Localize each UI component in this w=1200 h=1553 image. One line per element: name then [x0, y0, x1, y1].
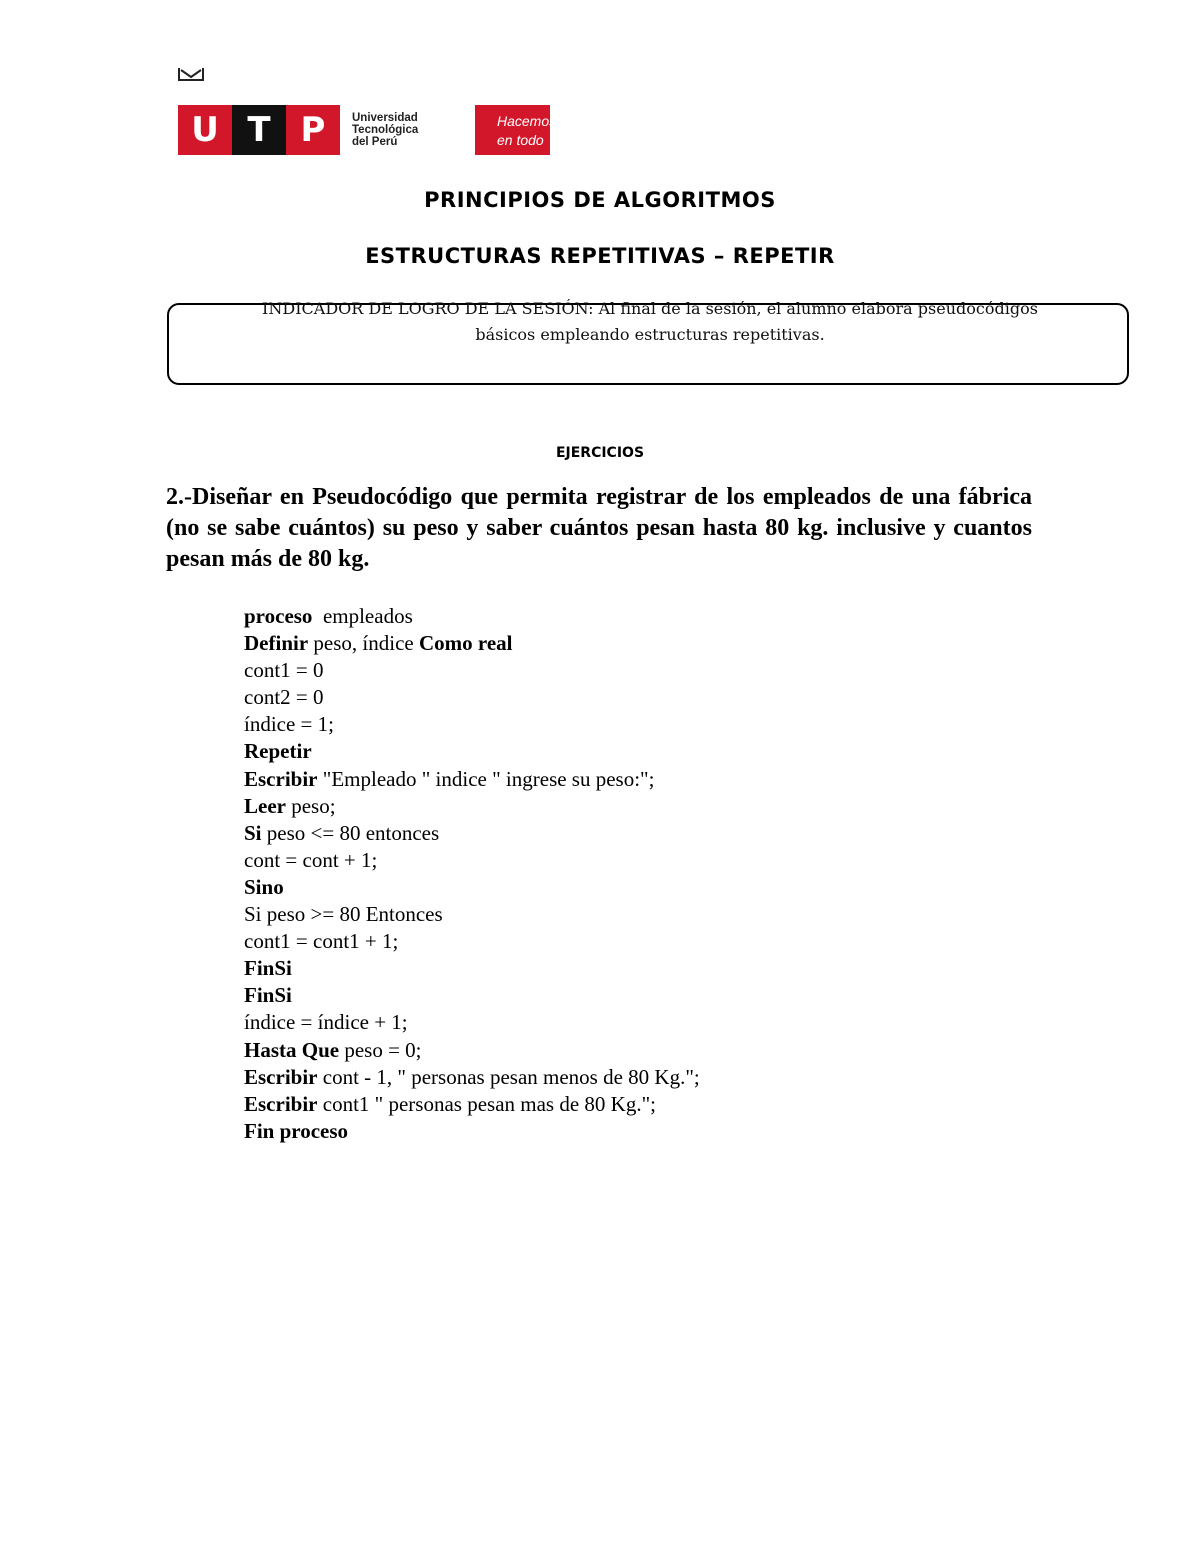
indicator-text: INDICADOR DE LOGRO DE LA SESIÓN: Al final de la sesión, el alumno elabora pseudocódigos básicos empleando estructuras repetitivas. — [262, 299, 1038, 344]
code-line — [244, 711, 1044, 738]
code-keyword: FinSi — [244, 983, 292, 1008]
code-line — [244, 1064, 1044, 1091]
code-keyword: proceso — [244, 604, 313, 628]
course-title: PRINCIPIOS DE ALGORITMOS — [424, 188, 776, 212]
code-text: cont1 = 0 — [244, 658, 324, 683]
code-line — [244, 766, 1044, 793]
code-text: peso <= 80 entonces — [261, 820, 440, 845]
code-line — [244, 657, 1044, 684]
utp-logo — [178, 105, 340, 155]
code-keyword: Repetir — [244, 739, 312, 764]
code-line — [244, 901, 1044, 928]
code-line — [244, 793, 1044, 820]
problem-statement: 2.-Diseñar en Pseudocódigo que permita registrar de los empleados de una fábrica (no se sabe cuántos) su peso y saber cuántos pesan hasta 80 kg. inclusive y cuantos pesan más de 80 kg. — [166, 484, 1032, 572]
code-line — [244, 1037, 1044, 1064]
section-label: EJERCICIOS — [555, 445, 645, 461]
code-text: peso, índice — [308, 631, 419, 656]
code-text: cont - 1, " personas pesan menos de 80 Kg."; — [317, 1064, 700, 1089]
logo-letter-p: P — [286, 105, 340, 155]
mail-icon — [178, 67, 204, 81]
logo-letter-u: U — [178, 105, 232, 155]
code-line — [244, 820, 1044, 847]
code-text: cont1 = cont1 + 1; — [244, 929, 399, 954]
code-text: índice = 1; — [244, 712, 334, 737]
code-line — [244, 684, 1044, 711]
code-keyword: Fin proceso — [244, 1118, 349, 1143]
code-line — [244, 738, 1044, 765]
code-keyword: Hasta Que — [244, 1037, 340, 1062]
code-keyword: Como real — [418, 631, 513, 656]
code-keyword: Escribir — [244, 1064, 318, 1089]
code-line — [244, 603, 1044, 630]
code-line — [244, 982, 1044, 1009]
code-keyword: FinSi — [244, 956, 292, 981]
code-text: "Empleado " indice " ingrese su peso:"; — [317, 766, 655, 791]
code-text: cont = cont + 1; — [244, 847, 378, 872]
code-text: peso; — [285, 793, 336, 818]
code-text: empleados — [312, 604, 413, 628]
logo-letter-t: T — [232, 105, 286, 155]
slogan-banner: Hacemos en todo — [475, 105, 550, 155]
code-text: Si peso >= 80 Entonces — [244, 902, 443, 927]
code-line — [244, 847, 1044, 874]
pseudocode-block — [244, 603, 1044, 1145]
code-text: cont1 " personas pesan mas de 80 Kg."; — [317, 1091, 656, 1116]
code-keyword: Definir — [244, 631, 309, 656]
code-keyword: Si — [244, 820, 262, 845]
university-name: Universidad Tecnológica del Perú — [352, 112, 419, 148]
code-line — [244, 1091, 1044, 1118]
code-text: cont2 = 0 — [244, 685, 324, 710]
code-line — [244, 928, 1044, 955]
code-line — [244, 955, 1044, 982]
code-keyword: Escribir — [244, 1091, 318, 1116]
code-text: índice = índice + 1; — [244, 1010, 408, 1035]
code-text: peso = 0; — [339, 1037, 422, 1062]
code-line — [244, 630, 1044, 657]
code-line — [244, 1009, 1044, 1036]
code-keyword: Sino — [244, 874, 284, 899]
code-keyword: Leer — [244, 793, 286, 818]
code-line — [244, 874, 1044, 901]
code-keyword: Escribir — [244, 766, 318, 791]
code-line — [244, 1118, 1044, 1145]
topic-title: ESTRUCTURAS REPETITIVAS – REPETIR — [365, 244, 835, 268]
